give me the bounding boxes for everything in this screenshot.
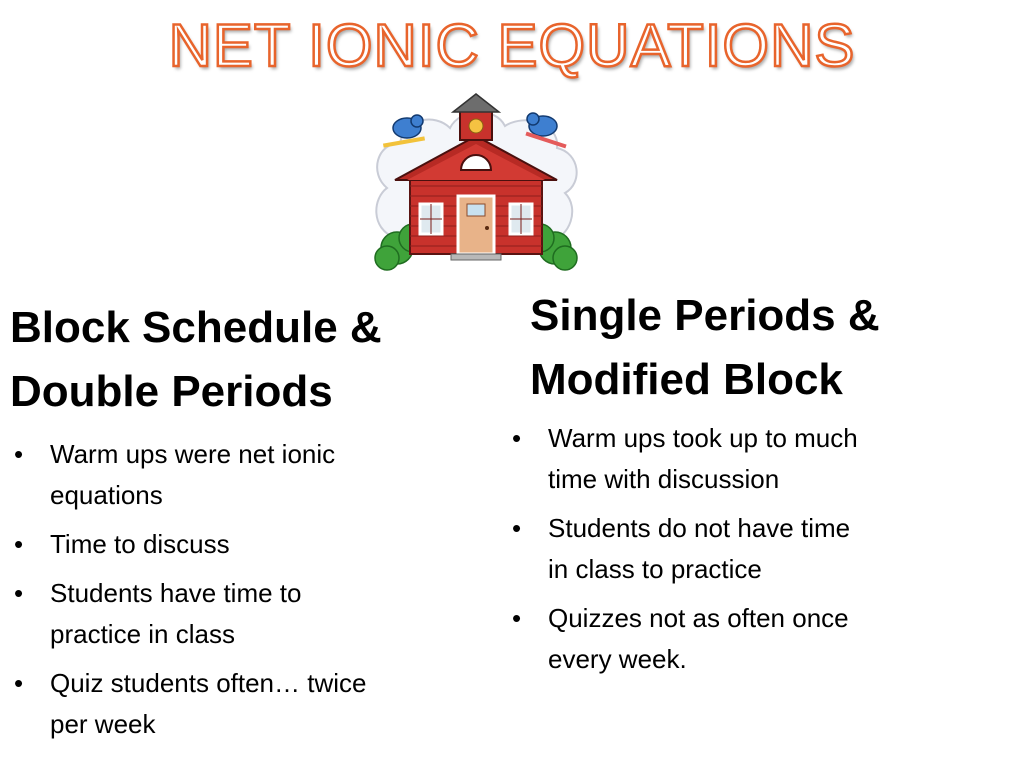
list-item: • Quiz students often… twice per week xyxy=(10,663,440,745)
slide-title: NET IONIC EQUATIONS xyxy=(168,12,856,79)
right-bullet-list xyxy=(508,418,938,688)
bullet-icon: • xyxy=(14,668,24,698)
list-item: • Students have time to practice in class xyxy=(10,573,440,655)
bullet-icon: • xyxy=(512,603,522,633)
schoolhouse-illustration xyxy=(365,88,587,272)
list-item: • Time to discuss xyxy=(10,524,440,565)
bell-icon xyxy=(469,119,483,133)
list-item: • Warm ups were net ionic equations xyxy=(10,434,440,516)
left-bullet-list xyxy=(10,434,440,753)
bullet-icon: • xyxy=(14,578,24,608)
bullet-icon: • xyxy=(14,439,24,469)
heading-line: Modified Block xyxy=(530,355,843,404)
heading-line: Block Schedule & xyxy=(10,303,382,352)
heading-line: Double Periods xyxy=(10,367,333,416)
bullet-icon: • xyxy=(512,423,522,453)
left-column-heading xyxy=(10,296,490,424)
right-column-heading xyxy=(530,284,1010,412)
list-item: • Students do not have time in class to practice xyxy=(508,508,938,590)
bullet-icon: • xyxy=(512,513,522,543)
bullet-icon: • xyxy=(14,529,24,559)
list-item: • Quizzes not as often once every week. xyxy=(508,598,938,680)
heading-line: Single Periods & xyxy=(530,291,880,340)
list-item: • Warm ups took up to much time with discussion xyxy=(508,418,938,500)
